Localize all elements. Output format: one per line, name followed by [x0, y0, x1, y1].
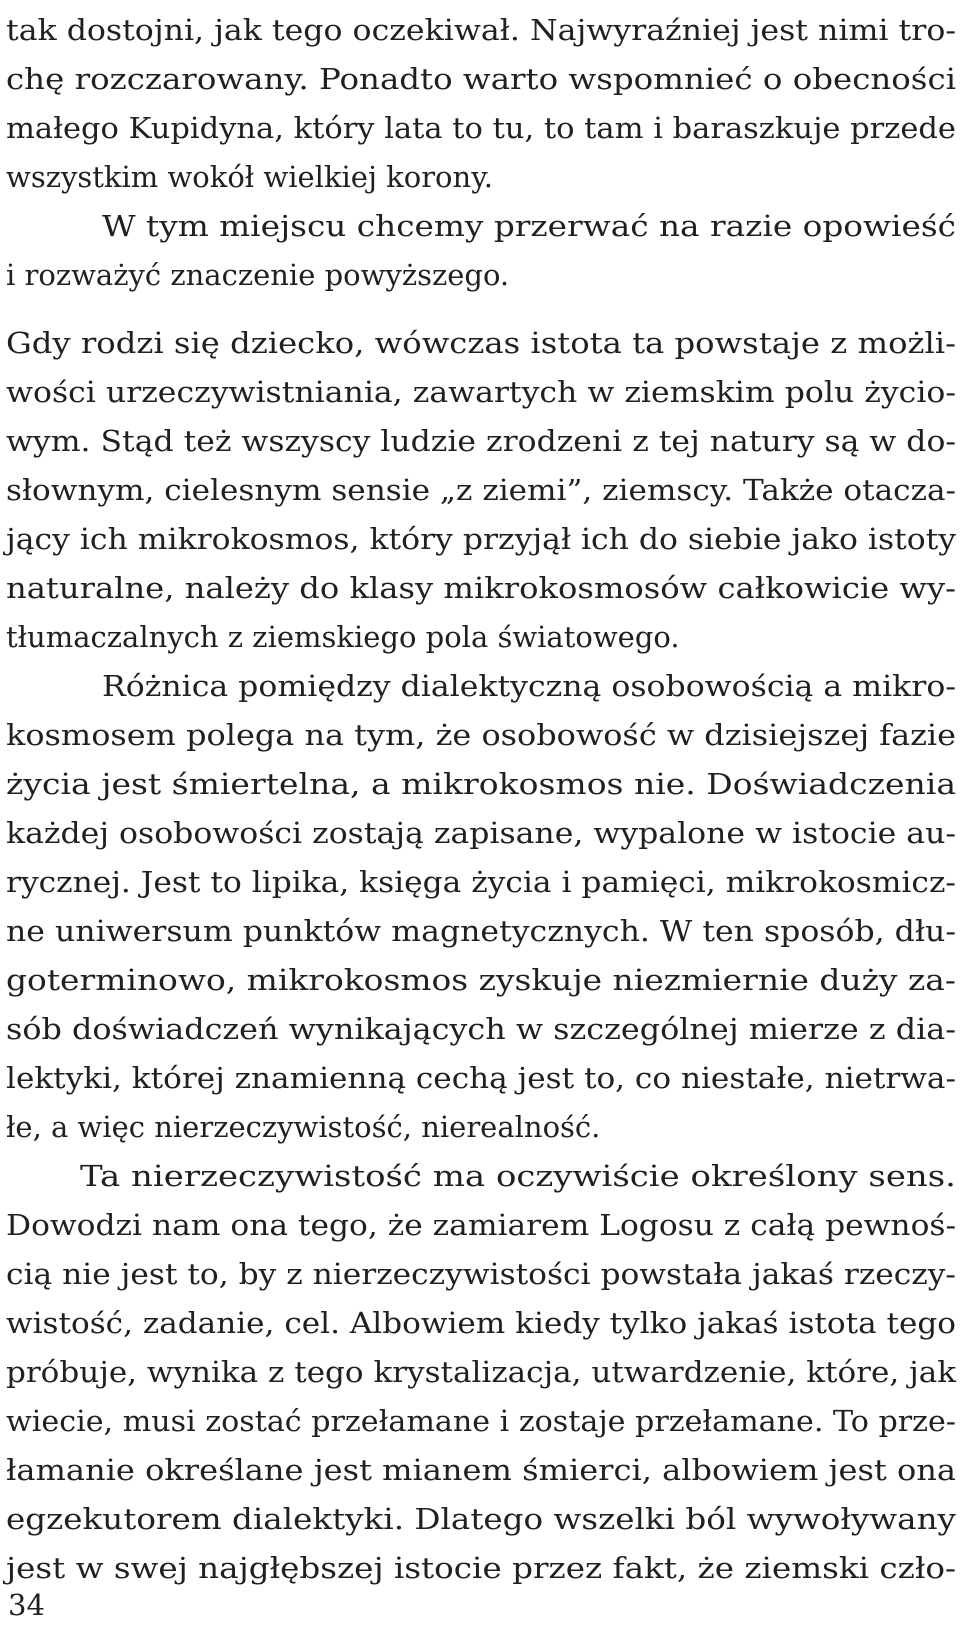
text-line: jący ich mikrokosmos, który przyjął ich do siebie jako istoty	[6, 522, 957, 556]
text-line: każdej osobowości zostają zapisane, wypalone w istocie au-	[6, 816, 957, 850]
text-line: słownym, cielesnym sensie „z ziemi”, ziemscy. Także otacza-	[6, 473, 957, 507]
text-line: Dowodzi nam ona tego, że zamiarem Logosu z całą pewnoś-	[6, 1208, 957, 1242]
text-line: wości urzeczywistniania, zawartych w ziemskim polu życio-	[6, 375, 957, 409]
text-line: chę rozczarowany. Ponadto warto wspomnieć o obecności	[6, 62, 957, 96]
page-number: 34	[8, 1588, 45, 1622]
text-line: ne uniwersum punktów magnetycznych. W ten sposób, dłu-	[6, 914, 957, 948]
text-line: i rozważyć znaczenie powyższego.	[6, 258, 510, 292]
text-line: naturalne, należy do klasy mikrokosmosów całkowicie wy-	[6, 571, 957, 605]
text-line: rycznej. Jest to lipika, księga życia i pamięci, mikrokosmicz-	[6, 865, 956, 899]
text-line: sób doświadczeń wynikających w szczególnej mierze z dia-	[6, 1012, 956, 1046]
text-line: małego Kupidyna, który lata to tu, to tam i baraszkuje przede	[6, 111, 956, 145]
text-line: egzekutorem dialektyki. Dlatego wszelki ból wywoływany	[6, 1502, 956, 1536]
text-line: tak dostojni, jak tego oczekiwał. Najwyraźniej jest nimi tro-	[6, 13, 957, 47]
text-line: kosmosem polega na tym, że osobowość w dzisiejszej fazie	[6, 718, 957, 752]
text-line: łe, a więc nierzeczywistość, nierealność.	[6, 1110, 601, 1144]
text-line: cią nie jest to, by z nierzeczywistości powstała jakaś rzeczy-	[6, 1257, 957, 1291]
text-line: Ta nierzeczywistość ma oczywiście określony sens.	[80, 1159, 956, 1193]
text-line: Gdy rodzi się dziecko, wówczas istota ta powstaje z możli-	[6, 326, 957, 360]
text-line: wszystkim wokół wielkiej korony.	[6, 160, 493, 194]
text-line: Różnica pomiędzy dialektyczną osobowością a mikro-	[102, 669, 956, 703]
text-line: tłumaczalnych z ziemskiego pola światowego.	[6, 620, 680, 654]
text-line: wistość, zadanie, cel. Albowiem kiedy tylko jakaś istota tego	[6, 1306, 957, 1340]
text-line: wiecie, musi zostać przełamane i zostaje przełamane. To prze-	[6, 1404, 956, 1438]
text-line: życia jest śmiertelna, a mikrokosmos nie. Doświadczenia	[6, 767, 957, 801]
text-line: jest w swej najgłębszej istocie przez fakt, że ziemski czło-	[6, 1551, 957, 1585]
text-line: łamanie określane jest mianem śmierci, albowiem jest ona	[6, 1453, 957, 1487]
text-line: próbuje, wynika z tego krystalizacja, utwardzenie, które, jak	[6, 1355, 957, 1389]
text-line: wym. Stąd też wszyscy ludzie zrodzeni z tej natury są w do-	[6, 424, 957, 458]
text-line: goterminowo, mikrokosmos zyskuje niezmiernie duży za-	[6, 963, 956, 997]
text-line: lektyki, której znamienną cechą jest to, co niestałe, nietrwa-	[6, 1061, 956, 1095]
text-line: W tym miejscu chcemy przerwać na razie opowieść	[102, 209, 956, 243]
book-page	[6, 0, 956, 1636]
